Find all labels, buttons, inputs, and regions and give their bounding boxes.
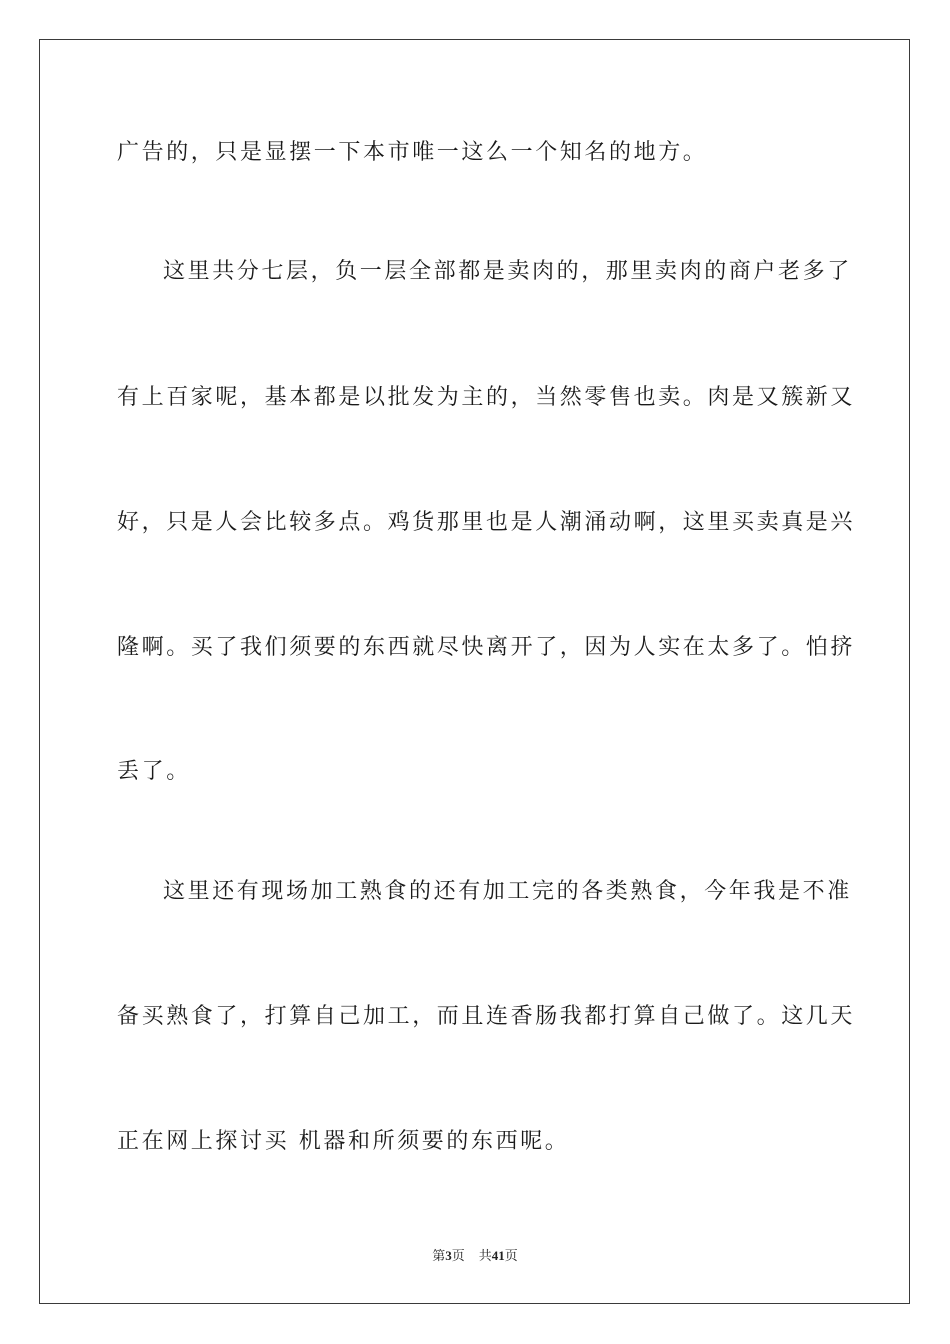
paragraph-3-line-3: 正在网上探讨买 机器和所须要的东西呢。 xyxy=(117,1129,570,1154)
paragraph-2-line-2: 有上百家呢，基本都是以批发为主的，当然零售也卖。肉是又簇新又 xyxy=(117,385,856,410)
page-border xyxy=(39,39,910,1304)
footer-page-prefix: 第 xyxy=(432,1249,446,1264)
footer-total-suffix: 页 xyxy=(504,1249,518,1264)
paragraph-3-line-1: 这里还有现场加工熟食的还有加工完的各类熟食，今年我是不准 xyxy=(163,879,852,904)
footer-total-pages: 41 xyxy=(491,1248,505,1263)
footer-total-prefix: 共 xyxy=(478,1249,492,1264)
paragraph-1-line-1: 广告的，只是显摆一下本市唯一这么一个知名的地方。 xyxy=(117,140,708,165)
paragraph-2-line-1: 这里共分七层，负一层全部都是卖肉的，那里卖肉的商户老多了 xyxy=(163,259,852,284)
paragraph-2-line-5: 丢了。 xyxy=(117,759,191,784)
footer-page-number: 3 xyxy=(445,1248,452,1263)
paragraph-3-line-2: 备买熟食了，打算自己加工，而且连香肠我都打算自己做了。这几天 xyxy=(117,1004,856,1029)
paragraph-2-line-3: 好，只是人会比较多点。鸡货那里也是人潮涌动啊，这里买卖真是兴 xyxy=(117,510,856,535)
page-footer xyxy=(0,1247,950,1266)
footer-page-suffix: 页 xyxy=(451,1249,465,1264)
paragraph-2-line-4: 隆啊。买了我们须要的东西就尽快离开了，因为人实在太多了。怕挤 xyxy=(117,635,856,660)
